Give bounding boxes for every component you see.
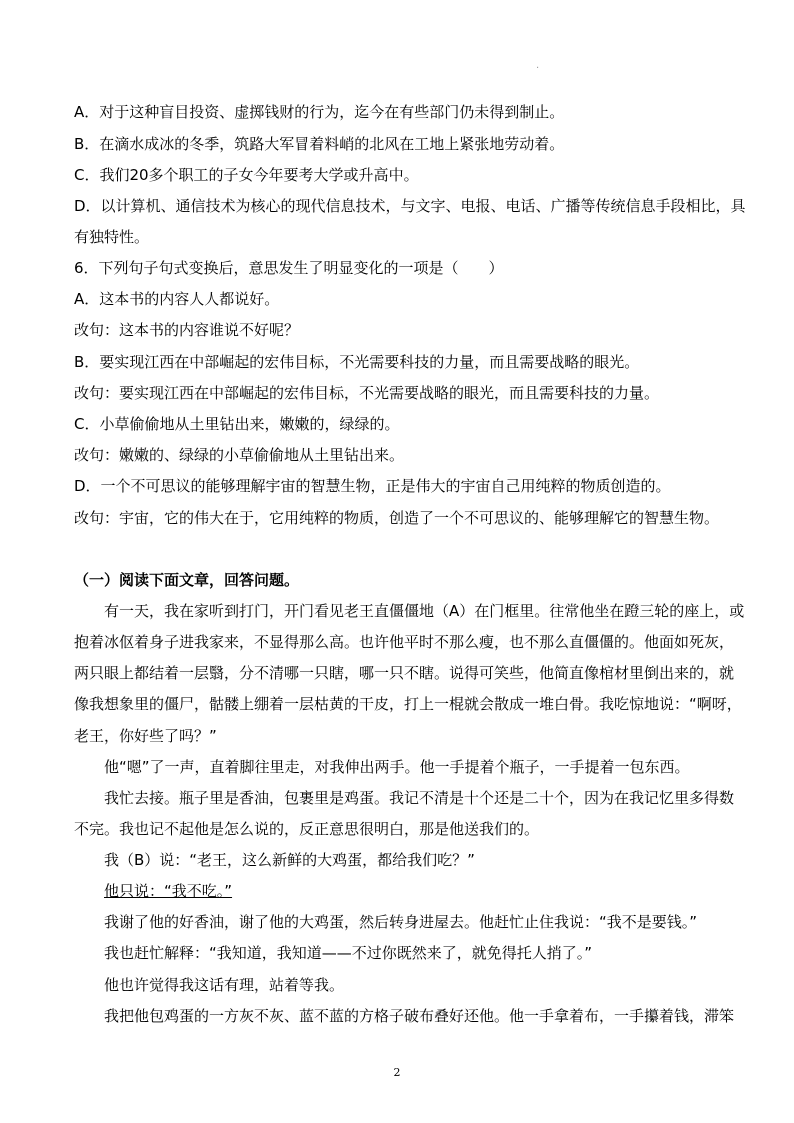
q6-stem: 6．下列句子句式变换后，意思发生了明显变化的一项是（ ） [74,259,504,277]
paragraph-line: 像我想象里的僵尸，骷髅上绷着一层枯黄的干皮，打上一棍就会散成一堆白骨。我吃惊地说：“啊呀， [74,695,742,713]
q6-option-d-revision: 改句：宇宙，它的伟大在于，它用纯粹的物质，创造了一个不可思议的、能够理解它的智慧生物。 [74,509,720,527]
paragraph-line: 两只眼上都结着一层翳，分不清哪一只瞎，哪一只不瞎。说得可笑些，他简直像棺材里倒出来的，就 [74,664,735,682]
q5-option-d-line1: D．以计算机、通信技术为核心的现代信息技术，与文字、电报、电话、广播等传统信息手段相比，具 [74,197,746,215]
paragraph-line: 老王，你好些了吗？” [74,727,217,745]
q6-option-c: C．小草偷偷地从土里钻出来，嫩嫩的，绿绿的。 [74,415,400,433]
q6-option-b-revision: 改句：要实现江西在中部崛起的宏伟目标，不光需要战略的眼光，而且需要科技的力量。 [74,384,660,402]
paragraph-line: 他“嗯”了一声，直着脚往里走，对我伸出两手。他一手提着个瓶子，一手提着一包东西。 [104,758,690,776]
q6-option-a-revision: 改句：这本书的内容谁说不好呢？ [74,321,300,339]
underlined-sentence: 他只说：“我不吃。” [104,882,233,900]
q6-option-a: A．这本书的内容人人都说好。 [74,290,280,308]
paragraph-line: 我把他包鸡蛋的一方灰不灰、蓝不蓝的方格子破布叠好还他。他一手拿着布，一手攥着钱，滞笨 [104,1007,735,1025]
q6-option-b: B．要实现江西在中部崛起的宏伟目标，不光需要科技的力量，而且需要战略的眼光。 [74,353,640,371]
paragraph-line: 我（B）说：“老王，这么新鲜的大鸡蛋，都给我们吃？” [104,851,475,869]
paragraph-line: 他也许觉得我这话有理，站着等我。 [104,976,345,994]
q6-option-c-revision: 改句：嫩嫩的、绿绿的小草偷偷地从土里钻出来。 [74,446,405,464]
q5-option-c: C．我们20多个职工的子女今年要考大学或升高中。 [74,166,419,184]
paragraph-line: 抱着冰伛着身子进我家来，不显得那么高。也许他平时不那么瘦，也不那么直僵僵的。他面如死灰， [74,633,735,651]
q5-option-a: A．对于这种盲目投资、虚掷钱财的行为，迄今在有些部门仍未得到制止。 [74,103,565,121]
q6-option-d: D．一个不可思议的能够理解宇宙的智慧生物，正是伟大的宇宙自己用纯粹的物质创造的。 [74,477,671,495]
paragraph-line: 我谢了他的好香油，谢了他的大鸡蛋，然后转身进屋去。他赶忙止住我说：“我不是要钱。” [104,913,698,931]
page-number: 2 [393,1066,401,1079]
q5-option-b: B．在滴水成冰的冬季，筑路大军冒着料峭的北风在工地上紧张地劳动着。 [74,135,565,153]
paragraph-line: 我忙去接。瓶子里是香油，包裹里是鸡蛋。我记不清是十个还是二十个，因为在我记忆里多得数 [104,789,735,807]
paragraph-line: 有一天，我在家听到打门，开门看见老王直僵僵地（A）在门框里。往常他坐在蹬三轮的座上，或 [104,602,745,620]
paragraph-line: 不完。我也记不起他是怎么说的，反正意思很明白，那是他送我们的。 [74,820,540,838]
q5-option-d-line2: 有独特性。 [74,228,150,246]
scan-dot: . [536,60,540,71]
paragraph-line: 我也赶忙解释：“我知道，我知道——不过你既然来了，就免得托人捎了。” [104,944,593,962]
reading-heading: （一）阅读下面文章，回答问题。 [74,571,300,589]
